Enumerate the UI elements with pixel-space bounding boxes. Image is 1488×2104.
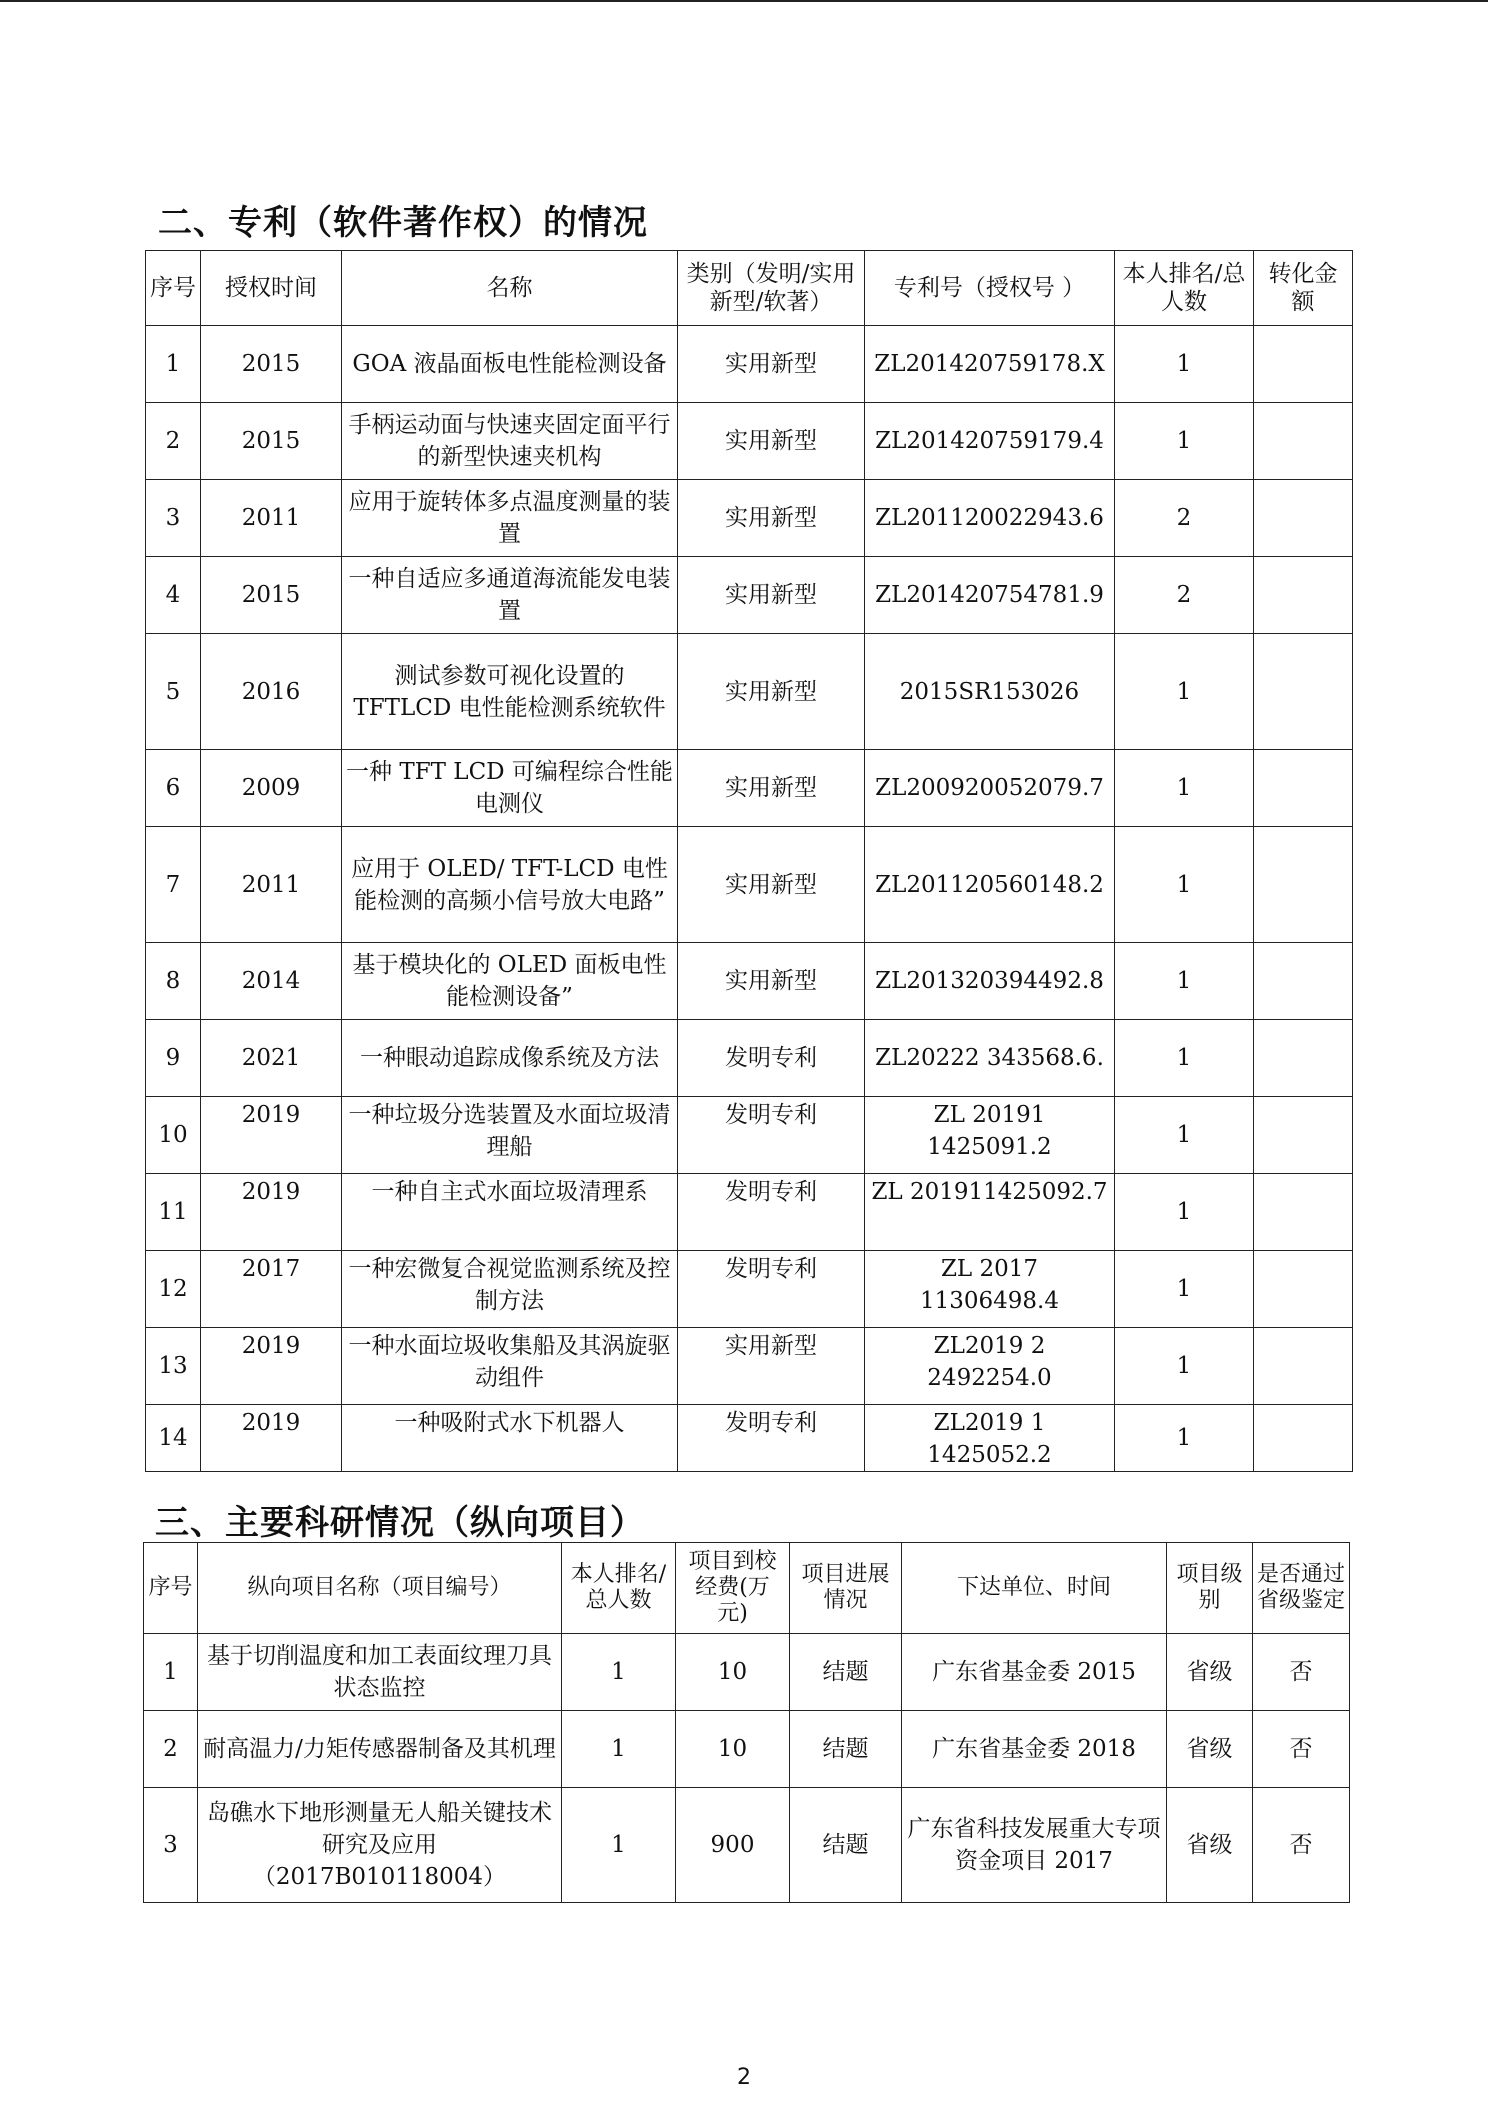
- rank-cell: 1: [1115, 943, 1254, 1020]
- patent-row: [146, 1097, 1353, 1174]
- issuer-cell: 广东省基金委 2015: [902, 1634, 1167, 1711]
- patent-name-cell: 一种水面垃圾收集船及其涡旋驱动组件: [342, 1328, 678, 1405]
- patent-row: [146, 827, 1353, 943]
- row-no-cell: 7: [146, 827, 201, 943]
- transfer-amount-cell: [1254, 403, 1353, 480]
- transfer-amount-cell: [1254, 1174, 1353, 1251]
- rank-cell: 1: [1115, 750, 1254, 827]
- transfer-amount-cell: [1254, 1020, 1353, 1097]
- level-cell: 省级: [1167, 1788, 1253, 1903]
- patent-type-cell: 发明专利: [678, 1020, 865, 1097]
- research-table: [143, 1542, 1350, 1903]
- progress-cell: 结题: [790, 1711, 902, 1788]
- transfer-amount-cell: [1254, 1097, 1353, 1174]
- transfer-amount-cell: [1254, 1328, 1353, 1405]
- patent-row: [146, 1405, 1353, 1472]
- grant-year-cell: 2019: [201, 1328, 342, 1405]
- patent-number-cell: ZL200920052079.7: [865, 750, 1115, 827]
- header-appraised: 是否通过省级鉴定: [1253, 1543, 1350, 1634]
- top-border-line: [0, 0, 1488, 2]
- patent-number-cell: ZL 201911425092.7: [865, 1174, 1115, 1251]
- patent-number-cell: ZL2019 1 1425052.2: [865, 1405, 1115, 1472]
- patent-name-cell: 一种宏微复合视觉监测系统及控制方法: [342, 1251, 678, 1328]
- header-no: 序号: [146, 251, 201, 326]
- row-no-cell: 12: [146, 1251, 201, 1328]
- grant-year-cell: 2011: [201, 827, 342, 943]
- patent-name-cell: 一种吸附式水下机器人: [342, 1405, 678, 1472]
- research-header-row: [144, 1543, 1350, 1634]
- patent-name-cell: 一种垃圾分选装置及水面垃圾清理船: [342, 1097, 678, 1174]
- row-no-cell: 2: [144, 1711, 198, 1788]
- patent-number-cell: ZL201120560148.2: [865, 827, 1115, 943]
- patent-number-cell: ZL 20191 1425091.2: [865, 1097, 1115, 1174]
- funding-cell: 10: [676, 1634, 790, 1711]
- rank-cell: 2: [1115, 557, 1254, 634]
- row-no-cell: 4: [146, 557, 201, 634]
- rank-cell: 1: [1115, 403, 1254, 480]
- patent-number-cell: ZL20222 343568.6.: [865, 1020, 1115, 1097]
- patent-row: [146, 750, 1353, 827]
- project-name-cell: 岛礁水下地形测量无人船关键技术研究及应用（2017B010118004）: [198, 1788, 562, 1903]
- header-no: 序号: [144, 1543, 198, 1634]
- transfer-amount-cell: [1254, 1251, 1353, 1328]
- row-no-cell: 13: [146, 1328, 201, 1405]
- grant-year-cell: 2014: [201, 943, 342, 1020]
- grant-year-cell: 2015: [201, 557, 342, 634]
- level-cell: 省级: [1167, 1711, 1253, 1788]
- row-no-cell: 10: [146, 1097, 201, 1174]
- patent-type-cell: 发明专利: [678, 1405, 865, 1472]
- transfer-amount-cell: [1254, 750, 1353, 827]
- patent-name-cell: 一种眼动追踪成像系统及方法: [342, 1020, 678, 1097]
- patent-number-cell: ZL 2017 11306498.4: [865, 1251, 1115, 1328]
- patent-type-cell: 实用新型: [678, 557, 865, 634]
- patent-name-cell: 手柄运动面与快速夹固定面平行的新型快速夹机构: [342, 403, 678, 480]
- patent-name-cell: 一种自主式水面垃圾清理系: [342, 1174, 678, 1251]
- patent-row: [146, 557, 1353, 634]
- patent-type-cell: 实用新型: [678, 480, 865, 557]
- rank-cell: 1: [562, 1634, 676, 1711]
- research-row: [144, 1634, 1350, 1711]
- transfer-amount-cell: [1254, 827, 1353, 943]
- funding-cell: 900: [676, 1788, 790, 1903]
- patent-row: [146, 1251, 1353, 1328]
- grant-year-cell: 2015: [201, 326, 342, 403]
- row-no-cell: 8: [146, 943, 201, 1020]
- rank-cell: 1: [1115, 1097, 1254, 1174]
- grant-year-cell: 2016: [201, 634, 342, 750]
- rank-cell: 1: [562, 1711, 676, 1788]
- grant-year-cell: 2009: [201, 750, 342, 827]
- header-patent-number: 专利号（授权号 ）: [865, 251, 1115, 326]
- patent-type-cell: 发明专利: [678, 1251, 865, 1328]
- level-cell: 省级: [1167, 1634, 1253, 1711]
- transfer-amount-cell: [1254, 1405, 1353, 1472]
- header-project-name: 纵向项目名称（项目编号）: [198, 1543, 562, 1634]
- header-type: 类别（发明/实用新型/软著）: [678, 251, 865, 326]
- project-name-cell: 耐高温力/力矩传感器制备及其机理: [198, 1711, 562, 1788]
- grant-year-cell: 2021: [201, 1020, 342, 1097]
- row-no-cell: 2: [146, 403, 201, 480]
- page-number: 2: [737, 2065, 751, 2090]
- patent-header-row: [146, 251, 1353, 326]
- row-no-cell: 3: [146, 480, 201, 557]
- row-no-cell: 1: [144, 1634, 198, 1711]
- rank-cell: 1: [1115, 1405, 1254, 1472]
- issuer-cell: 广东省基金委 2018: [902, 1711, 1167, 1788]
- rank-cell: 1: [1115, 326, 1254, 403]
- patent-type-cell: 实用新型: [678, 634, 865, 750]
- patent-row: [146, 634, 1353, 750]
- patent-name-cell: GOA 液晶面板电性能检测设备: [342, 326, 678, 403]
- header-level: 项目级别: [1167, 1543, 1253, 1634]
- grant-year-cell: 2019: [201, 1174, 342, 1251]
- transfer-amount-cell: [1254, 557, 1353, 634]
- appraised-cell: 否: [1253, 1788, 1350, 1903]
- grant-year-cell: 2015: [201, 403, 342, 480]
- header-funding: 项目到校经费(万元): [676, 1543, 790, 1634]
- patent-number-cell: 2015SR153026: [865, 634, 1115, 750]
- rank-cell: 1: [1115, 1251, 1254, 1328]
- row-no-cell: 3: [144, 1788, 198, 1903]
- patent-table: [145, 250, 1353, 1472]
- patent-type-cell: 实用新型: [678, 1328, 865, 1405]
- patent-type-cell: 实用新型: [678, 943, 865, 1020]
- header-grant-year: 授权时间: [201, 251, 342, 326]
- header-progress: 项目进展情况: [790, 1543, 902, 1634]
- patent-name-cell: 应用于旋转体多点温度测量的装置: [342, 480, 678, 557]
- patent-type-cell: 实用新型: [678, 750, 865, 827]
- rank-cell: 1: [1115, 1328, 1254, 1405]
- header-issuer: 下达单位、时间: [902, 1543, 1167, 1634]
- rank-cell: 1: [1115, 634, 1254, 750]
- progress-cell: 结题: [790, 1634, 902, 1711]
- research-section-title: 三、主要科研情况（纵向项目）: [155, 1503, 645, 1543]
- header-amount: 转化金额: [1254, 251, 1353, 326]
- patent-name-cell: 一种自适应多通道海流能发电装置: [342, 557, 678, 634]
- funding-cell: 10: [676, 1711, 790, 1788]
- patent-name-cell: 基于模块化的 OLED 面板电性能检测设备”: [342, 943, 678, 1020]
- research-row: [144, 1788, 1350, 1903]
- header-name: 名称: [342, 251, 678, 326]
- issuer-cell: 广东省科技发展重大专项资金项目 2017: [902, 1788, 1167, 1903]
- rank-cell: 1: [562, 1788, 676, 1903]
- grant-year-cell: 2017: [201, 1251, 342, 1328]
- patent-number-cell: ZL201420754781.9: [865, 557, 1115, 634]
- patent-type-cell: 发明专利: [678, 1097, 865, 1174]
- rank-cell: 2: [1115, 480, 1254, 557]
- row-no-cell: 9: [146, 1020, 201, 1097]
- patent-number-cell: ZL201320394492.8: [865, 943, 1115, 1020]
- transfer-amount-cell: [1254, 943, 1353, 1020]
- patent-row: [146, 1328, 1353, 1405]
- patent-name-cell: 应用于 OLED/ TFT-LCD 电性能检测的高频小信号放大电路”: [342, 827, 678, 943]
- grant-year-cell: 2019: [201, 1097, 342, 1174]
- transfer-amount-cell: [1254, 326, 1353, 403]
- project-name-cell: 基于切削温度和加工表面纹理刀具状态监控: [198, 1634, 562, 1711]
- patent-row: [146, 326, 1353, 403]
- patent-number-cell: ZL2019 2 2492254.0: [865, 1328, 1115, 1405]
- patent-type-cell: 实用新型: [678, 326, 865, 403]
- grant-year-cell: 2011: [201, 480, 342, 557]
- appraised-cell: 否: [1253, 1711, 1350, 1788]
- patent-row: [146, 480, 1353, 557]
- transfer-amount-cell: [1254, 634, 1353, 750]
- rank-cell: 1: [1115, 1020, 1254, 1097]
- patent-number-cell: ZL201120022943.6: [865, 480, 1115, 557]
- header-rank: 本人排名/总人数: [1115, 251, 1254, 326]
- header-rank: 本人排名/总人数: [562, 1543, 676, 1634]
- patent-name-cell: 测试参数可视化设置的TFTLCD 电性能检测系统软件: [342, 634, 678, 750]
- appraised-cell: 否: [1253, 1634, 1350, 1711]
- rank-cell: 1: [1115, 1174, 1254, 1251]
- patent-type-cell: 实用新型: [678, 403, 865, 480]
- progress-cell: 结题: [790, 1788, 902, 1903]
- row-no-cell: 1: [146, 326, 201, 403]
- patent-type-cell: 发明专利: [678, 1174, 865, 1251]
- research-row: [144, 1711, 1350, 1788]
- rank-cell: 1: [1115, 827, 1254, 943]
- patent-row: [146, 1174, 1353, 1251]
- row-no-cell: 14: [146, 1405, 201, 1472]
- patent-number-cell: ZL201420759179.4: [865, 403, 1115, 480]
- patent-section-title: 二、专利（软件著作权）的情况: [158, 203, 648, 243]
- transfer-amount-cell: [1254, 480, 1353, 557]
- row-no-cell: 5: [146, 634, 201, 750]
- patent-row: [146, 943, 1353, 1020]
- patent-type-cell: 实用新型: [678, 827, 865, 943]
- patent-number-cell: ZL201420759178.X: [865, 326, 1115, 403]
- patent-row: [146, 403, 1353, 480]
- grant-year-cell: 2019: [201, 1405, 342, 1472]
- row-no-cell: 11: [146, 1174, 201, 1251]
- row-no-cell: 6: [146, 750, 201, 827]
- patent-row: [146, 1020, 1353, 1097]
- patent-name-cell: 一种 TFT LCD 可编程综合性能电测仪: [342, 750, 678, 827]
